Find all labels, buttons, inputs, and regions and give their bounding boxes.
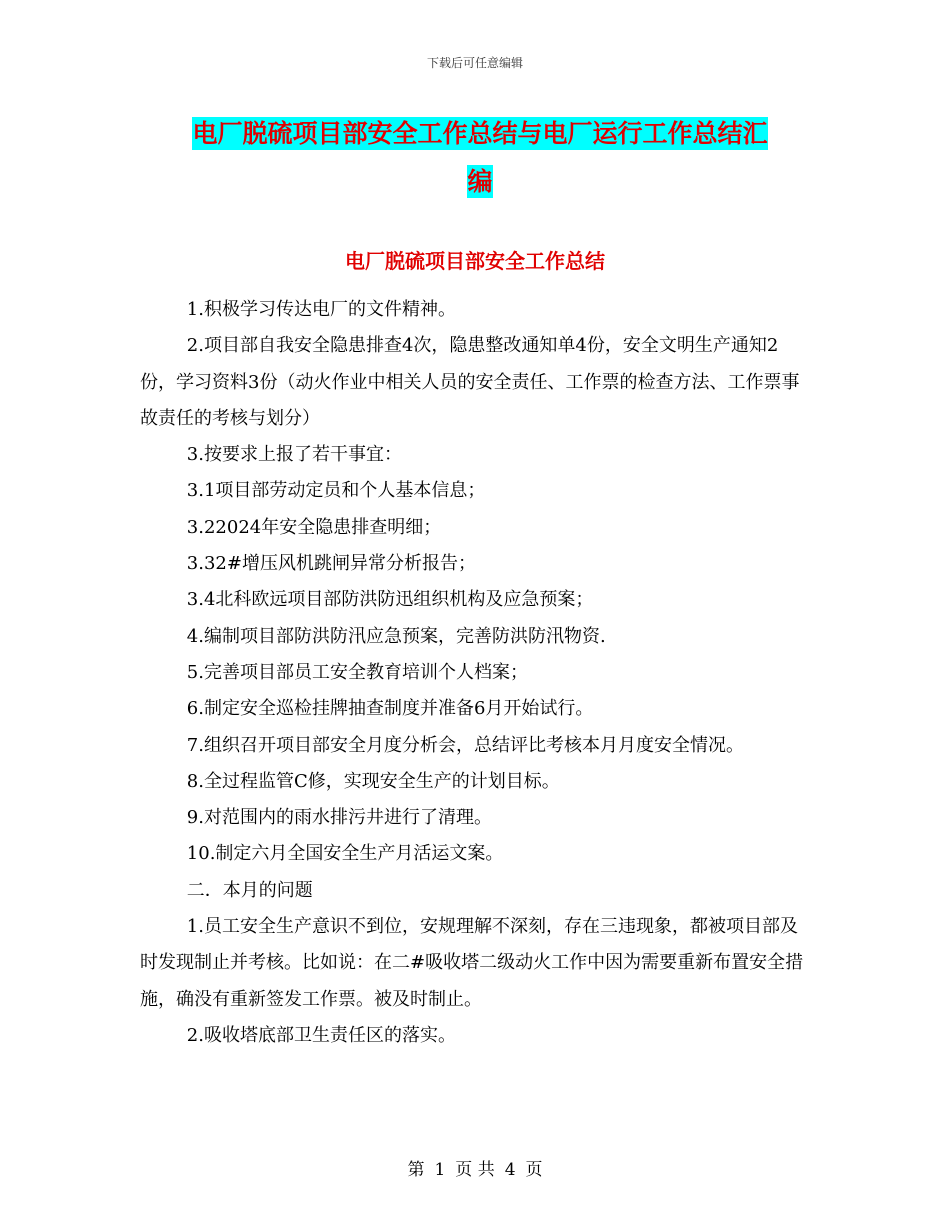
section-title: 电厂脱硫项目部安全工作总结 bbox=[345, 249, 605, 273]
paragraph: 1.积极学习传达电厂的文件精神。 bbox=[186, 299, 456, 320]
footer-prefix: 第 bbox=[407, 1160, 425, 1180]
footer-suffix: 页 bbox=[525, 1160, 543, 1180]
paragraph: 4.编制项目部防洪防汛应急预案，完善防洪防汛物资. bbox=[186, 625, 606, 647]
page-number: 1 bbox=[434, 1160, 446, 1180]
paragraph: 1.员工安全生产意识不到位，安规理解不深刻，存在三违现象，都被项目部及时发现制止并考核。比如说：在二#吸收塔二级动火工作中因为需要重新布置安全措施，确没有重新签发工作票。被及时制止。 bbox=[140, 916, 804, 1010]
paragraph: 2.吸收塔底部卫生责任区的落实。 bbox=[186, 1024, 456, 1046]
section-heading: 二．本月的问题 bbox=[186, 879, 313, 901]
total-pages: 4 bbox=[504, 1160, 516, 1180]
paragraph: 3.1项目部劳动定员和个人基本信息； bbox=[186, 480, 486, 502]
paragraph: 10.制定六月全国安全生产月活运文案。 bbox=[186, 843, 504, 865]
paragraph: 5.完善项目部员工安全教育培训个人档案； bbox=[186, 661, 528, 683]
paragraph: 8.全过程监管C修，实现安全生产的计划目标。 bbox=[186, 770, 560, 792]
paragraph: 3.4北科欧远项目部防洪防迅组织机构及应急预案； bbox=[186, 589, 594, 611]
paragraph: 7.组织召开项目部安全月度分析会，总结评比考核本月月度安全情况。 bbox=[186, 734, 744, 756]
paragraph: 3.按要求上报了若干事宜： bbox=[186, 444, 402, 466]
document-title-line-1: 电厂脱硫项目部安全工作总结与电厂运行工作总结汇 bbox=[192, 119, 768, 148]
document-body bbox=[140, 292, 805, 1054]
document-title-line-2: 编 bbox=[467, 167, 493, 196]
footer-middle: 页 共 bbox=[455, 1160, 495, 1180]
page-footer bbox=[0, 1155, 950, 1180]
paragraph: 9.对范围内的雨水排污井进行了清理。 bbox=[186, 807, 492, 829]
paragraph: 3.32#增压风机跳闸异常分析报告； bbox=[186, 553, 476, 575]
paragraph: 6.制定安全巡检挂牌抽查制度并准备6月开始试行。 bbox=[186, 698, 594, 720]
paragraph: 2.项目部自我安全隐患排查4次，隐患整改通知单4份，安全文明生产通知2份，学习资料3份（动火作业中相关人员的安全责任、工作票的检查方法、工作票事故责任的考核与划分） bbox=[140, 335, 800, 429]
paragraph: 3.22024年安全隐患排查明细； bbox=[186, 516, 442, 538]
page-header-note: 下载后可任意编辑 bbox=[426, 56, 523, 70]
document-title bbox=[140, 110, 820, 206]
